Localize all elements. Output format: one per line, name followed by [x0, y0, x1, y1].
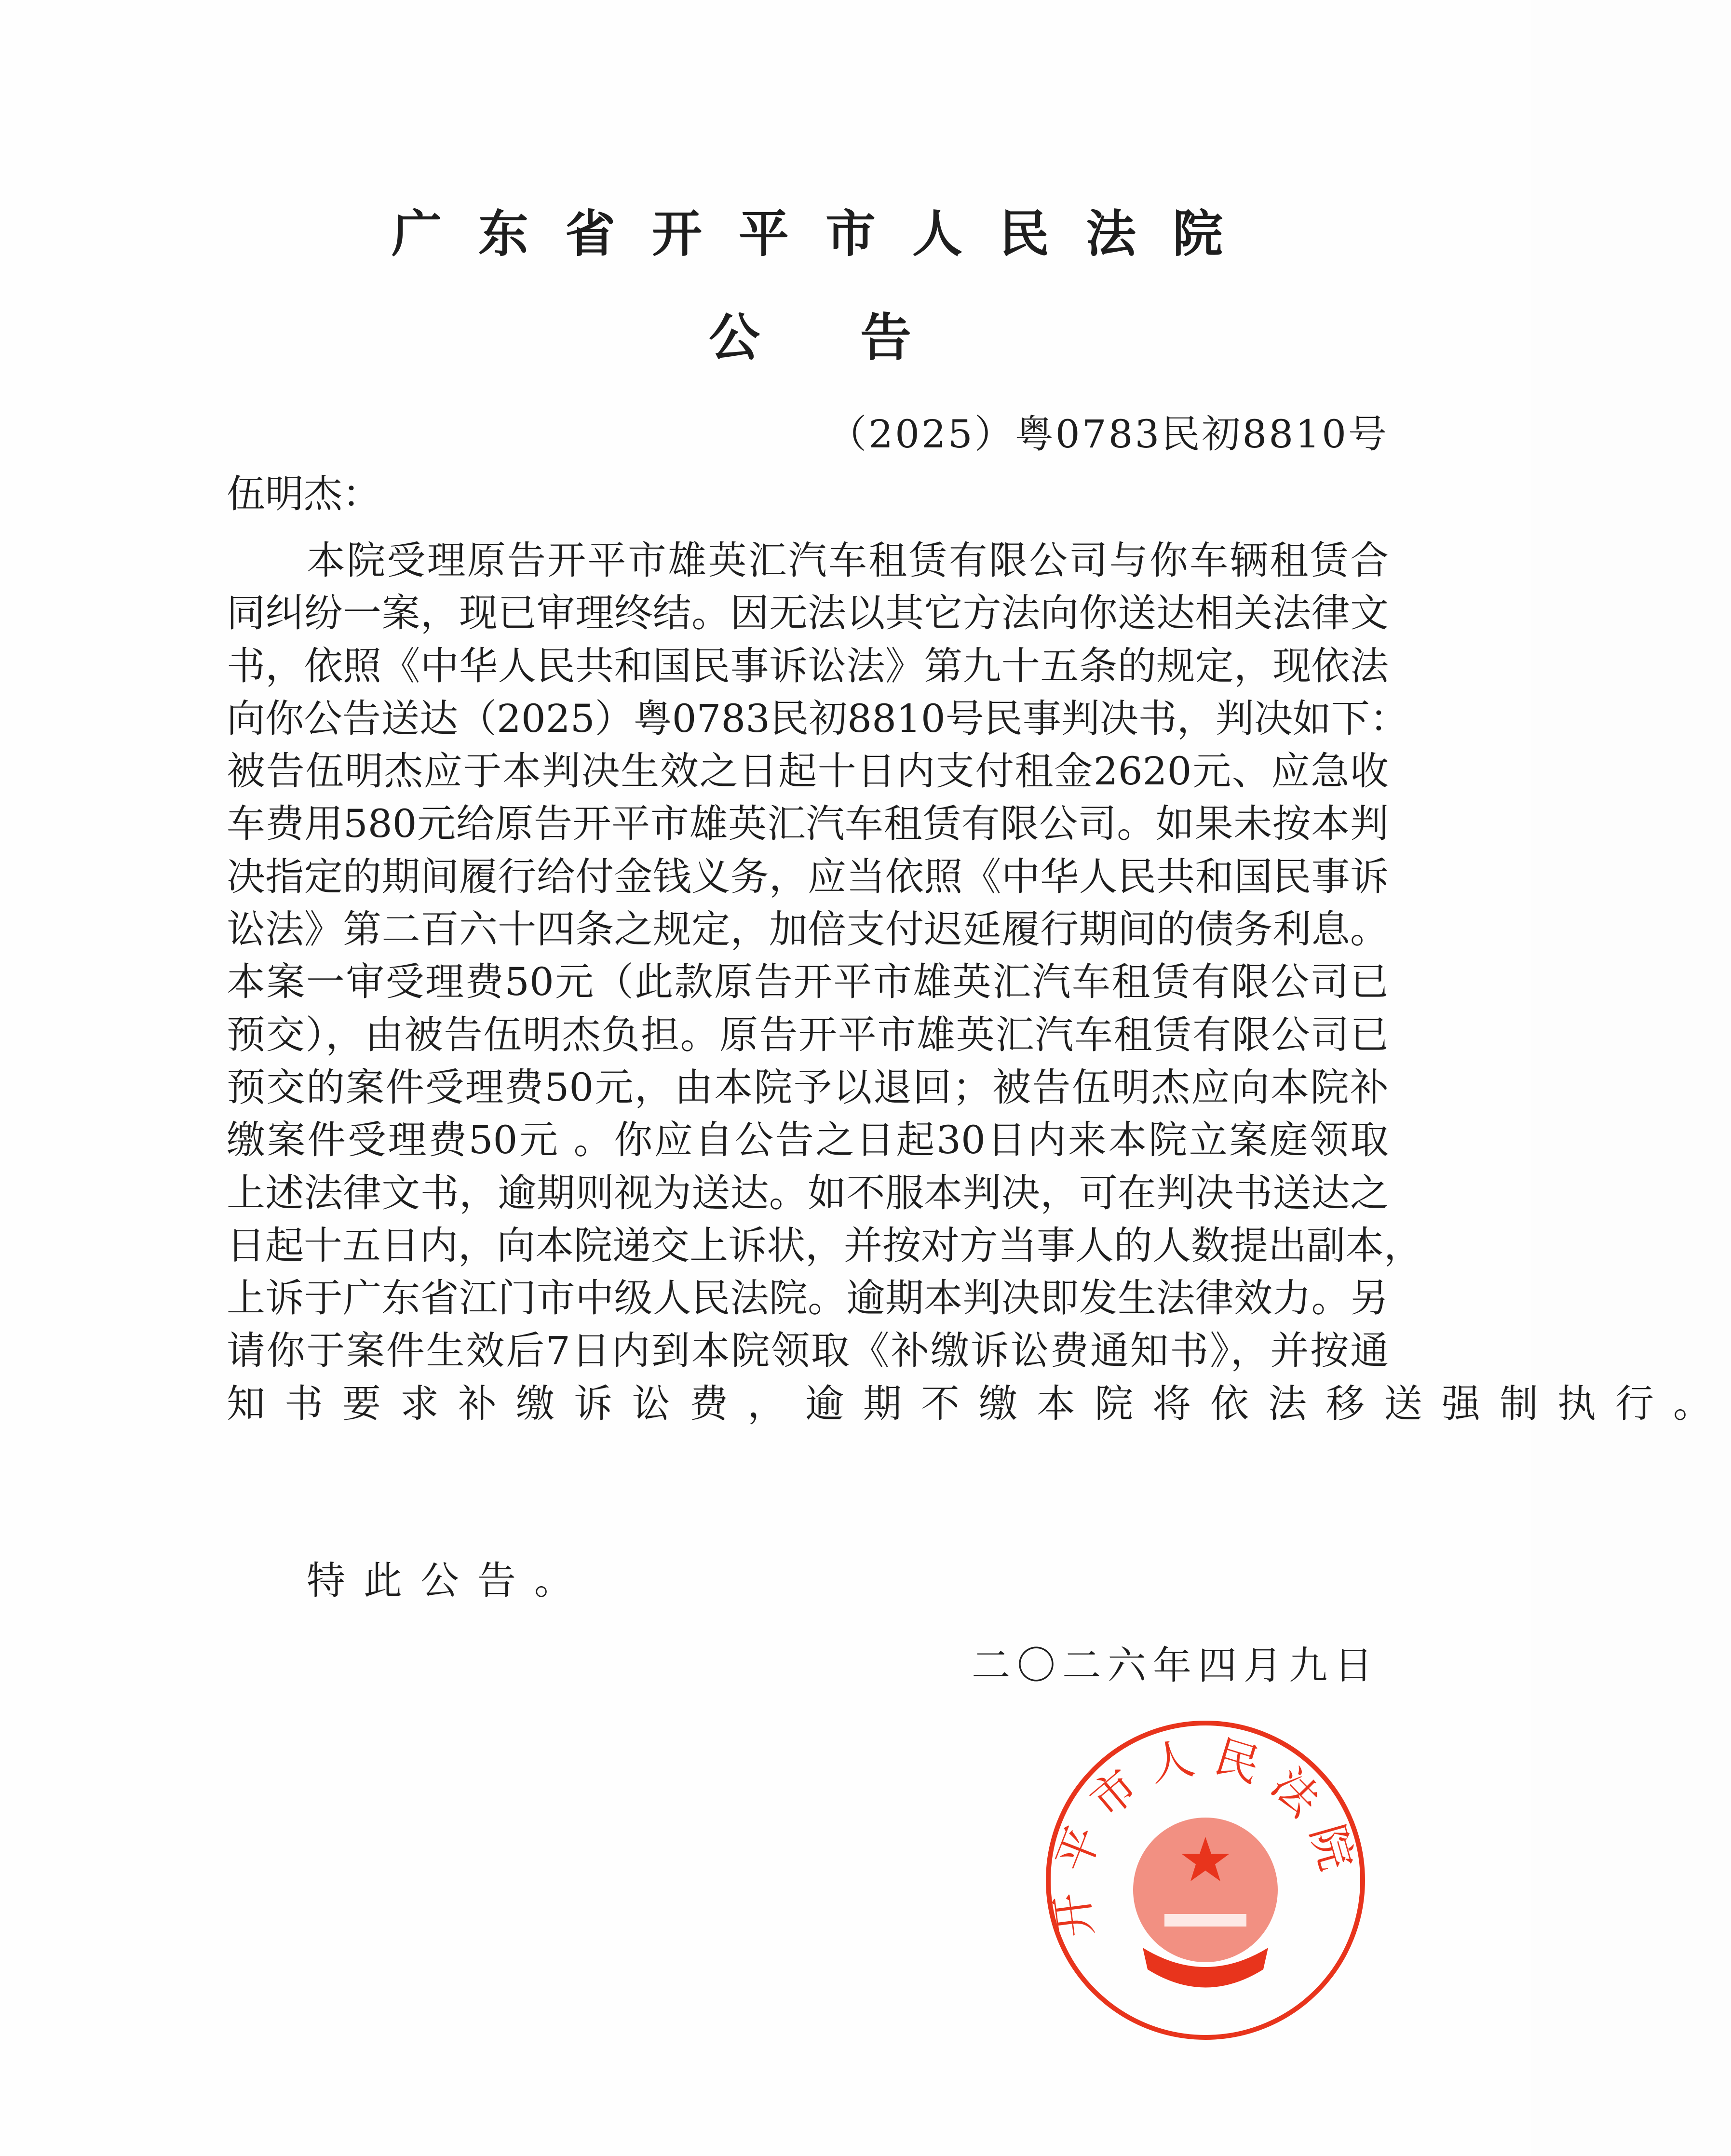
body-line: 预交），由被告伍明杰负担。原告开平市雄英汇汽车租赁有限公司已: [227, 1012, 1389, 1057]
body-line: 向你公告送达（2025）粤0783民初8810号民事判决书，判决如下：: [227, 696, 1408, 741]
body-line: 讼法》第二百六十四条之规定，加倍支付迟延履行期间的债务利息。: [227, 907, 1389, 952]
body-line: 上述法律文书，逾期则视为送达。如不服本判决，可在判决书送达之: [227, 1170, 1389, 1215]
body-line: 本案一审受理费50元（此款原告开平市雄英汇汽车租赁有限公司已: [227, 959, 1389, 1005]
national-emblem-icon: [1133, 1818, 1278, 1988]
body-line: 同纠纷一案，现已审理终结。因无法以其它方法向你送达相关法律文: [227, 591, 1389, 636]
body-line: 本院受理原告开平市雄英汇汽车租赁有限公司与你车辆租赁合: [307, 538, 1389, 583]
body-line: 预交的案件受理费50元，由本院予以退回；被告伍明杰应向本院补: [227, 1065, 1389, 1110]
issue-date: 二〇二六年四月九日: [972, 1643, 1379, 1688]
court-name-heading: 广东省开平市人民法院: [392, 204, 1223, 263]
body-line: 车费用580元给原告开平市雄英汇汽车租赁有限公司。如果未按本判: [227, 801, 1389, 847]
closing-remark: 特此公告。: [307, 1558, 591, 1603]
body-line: 缴案件受理费50元 。你应自公告之日起30日内来本院立案庭领取: [227, 1118, 1389, 1163]
body-line: 上诉于广东省江门市中级人民法院。逾期本判决即发生法律效力。另: [227, 1276, 1389, 1321]
body-line: 被告伍明杰应于本判决生效之日起十日内支付租金2620元、应急收: [227, 749, 1389, 794]
addressee: 伍明杰：: [227, 472, 381, 516]
body-line: 日起十五日内，向本院递交上诉状，并按对方当事人的人数提出副本，: [227, 1223, 1422, 1268]
court-seal-stamp-icon: [1041, 1716, 1369, 2044]
body-line: 知书要求补缴诉讼费，逾期不缴本院将依法移送强制执行。: [227, 1381, 1731, 1426]
case-number: （2025）粤0783民初8810号: [828, 412, 1389, 457]
document-type-heading: 公告: [709, 307, 911, 367]
body-line: 书，依照《中华人民共和国民事诉讼法》第九十五条的规定，现依法: [227, 643, 1389, 688]
body-line: 请你于案件生效后7日内到本院领取《补缴诉讼费通知书》，并按通: [227, 1328, 1389, 1374]
body-line: 决指定的期间履行给付金钱义务，应当依照《中华人民共和国民事诉: [227, 854, 1389, 899]
seal-text: 开平市人民法院: [1043, 1729, 1367, 1940]
announcement-body: [227, 534, 1731, 1430]
